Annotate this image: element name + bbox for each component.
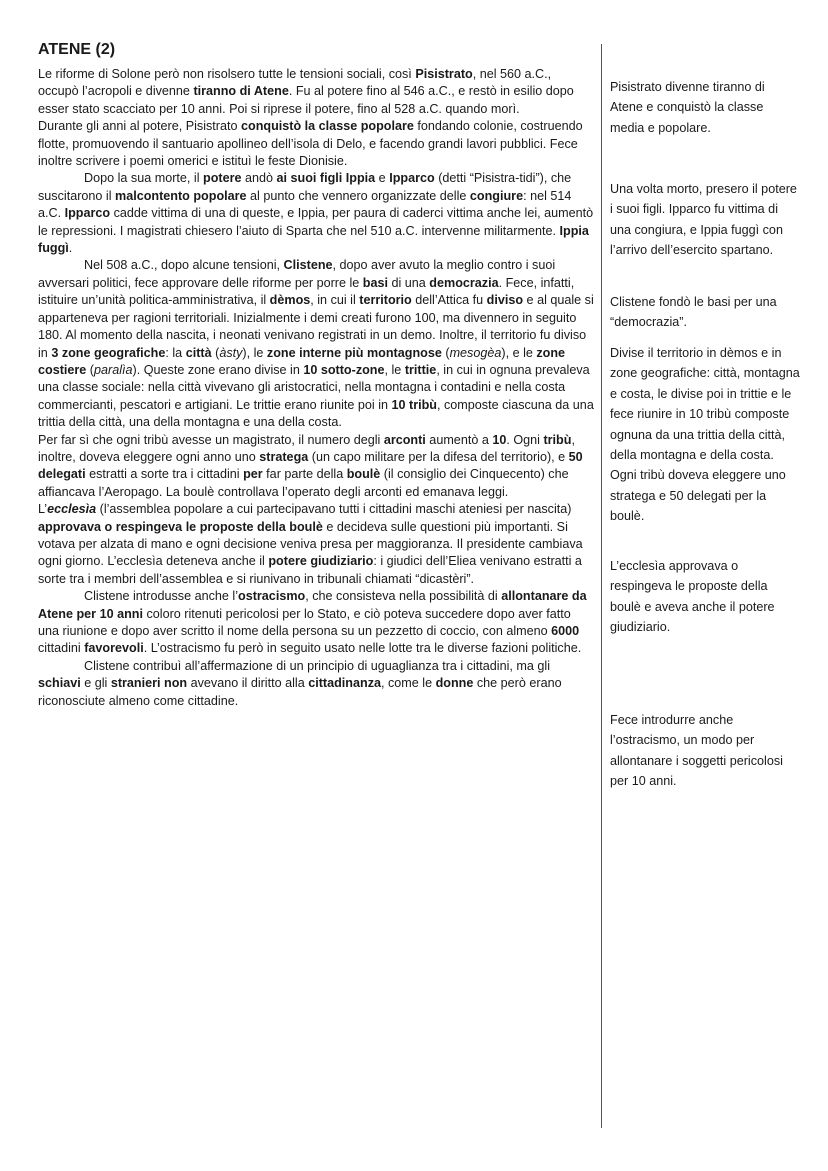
text-run: arconti — [383, 432, 426, 447]
text-run: : i giudici dell’Eliea venivano estratti a sorte tra i membri dell’assemblea e si riunivano in tribunali chiamati “dicastèri”. — [38, 554, 582, 586]
text-run: 50 delegati — [38, 449, 583, 482]
text-run: e al quale si apparteneva per ragioni territoriali. Inizialmente i demi creati furono 100, ma divennero in seguito 180. Al momento della nascita, i neonati venivano registrati in un demo. Inoltre, il territorio fu diviso in — [38, 293, 594, 360]
text-run: e decideva sulle questioni più importanti. Si votava per alzata di mano e ogni decisione veniva presa per maggioranza. Il presidente cambiava ogni giorno. L’ecclesìa deteneva anche il — [38, 519, 583, 569]
main-text — [38, 66, 594, 710]
text-run: mesogèa — [449, 345, 502, 360]
text-run: ostracismo — [238, 589, 306, 604]
text-run: (l’assemblea popolare a cui partecipavano tutti i cittadini maschi ateniesi per nascita) — [96, 502, 572, 517]
text-run: , in cui in ognuna prevaleva una classe sociale: nella città vivevano gli aristocratici, nella montagna i contadini e nella costa commercianti, pescatori e artigiani. Le trittie erano riunite poi in — [38, 362, 590, 412]
text-run: al punto che vennero organizzate delle — [246, 188, 470, 203]
text-run: potere giudiziario — [268, 554, 374, 569]
text-run: dèmos — [269, 293, 311, 308]
text-run: coloro ritenuti pericolosi per lo Stato, e ciò poteva succedere dopo aver fatto una riunione e dopo aver scritto il nome della persona su un pezzetto di coccio, con almeno — [38, 606, 571, 638]
text-run: diviso — [486, 293, 524, 308]
text-run: ( — [441, 345, 450, 360]
text-run: donne — [435, 676, 474, 691]
text-run: tiranno di Atene — [193, 84, 289, 99]
margin-note-3: Clistene fondò le basi per una “democrazia”. — [610, 295, 777, 330]
text-run: Ipparco — [64, 206, 111, 221]
text-run: Dopo la sua morte, il — [84, 171, 203, 186]
text-run: Ipparco — [389, 171, 435, 186]
paragraph-2 — [38, 118, 594, 170]
text-run: , nel 560 a.C., occupò l’acropoli e divenne — [38, 67, 552, 99]
text-run: e gli — [80, 676, 111, 691]
text-run: cittadinanza — [308, 676, 381, 691]
paragraph-8 — [38, 658, 594, 710]
text-run: Durante gli anni al potere, Pisistrato — [38, 119, 242, 134]
text-run: stratega — [259, 449, 309, 464]
text-run: . — [68, 241, 73, 256]
paragraph-4 — [38, 257, 594, 431]
text-run: . Fu al potere fino al 546 a.C., e restò in esilio dopo esser stato scacciato per 10 anni. Poi si riprese il potere, fino al 528 a.C. quando morì. — [38, 84, 574, 116]
text-run: per — [243, 467, 263, 482]
text-run: (detti “Pisistra-tidi”), che suscitarono il — [38, 171, 572, 203]
text-run: trittie — [404, 362, 437, 377]
text-run: approvava o respingeva le proposte della boulè — [38, 519, 323, 534]
text-run: città — [185, 345, 212, 360]
paragraph-6 — [38, 501, 594, 588]
text-run: estratti a sorte tra i cittadini — [85, 467, 244, 482]
paragraph-1 — [38, 66, 594, 118]
margin-note-6: Fece introdurre anche l’ostracismo, un modo per allontanare i soggetti pericolosi per 10 anni. — [610, 713, 783, 789]
text-run: potere — [203, 171, 242, 186]
text-run: (un capo militare per la difesa del territorio), e — [308, 449, 569, 464]
paragraph-7 — [38, 588, 594, 658]
text-run: far parte della — [262, 467, 347, 482]
text-run: che però erano riconosciute almeno come cittadine. — [38, 676, 562, 708]
text-run: di una — [387, 275, 430, 290]
text-run: favorevoli — [84, 641, 144, 656]
margin-divider — [601, 44, 602, 1128]
paragraph-3 — [38, 170, 594, 257]
text-run: 10 — [492, 432, 507, 447]
text-run: tribù — [543, 432, 572, 447]
text-run: , in cui il — [310, 293, 360, 308]
text-run: zone costiere — [38, 345, 566, 377]
text-run: 6000 — [551, 624, 580, 638]
text-run: , come le — [381, 676, 436, 691]
text-run: ai suoi figli Ippia — [276, 171, 376, 186]
text-run: conquistò la classe popolare — [241, 119, 414, 134]
text-run: Ippia fuggì — [38, 223, 589, 256]
text-run: congiure — [469, 188, 524, 203]
text-run: territorio — [359, 293, 412, 308]
text-run: ), le — [242, 345, 267, 360]
text-run: paralìa — [94, 362, 133, 377]
text-run: : nel 514 a.C. — [38, 188, 572, 221]
text-run: àsty — [219, 345, 243, 360]
text-run: , che consisteva nella possibilità di — [305, 589, 502, 604]
text-run: democrazia — [429, 275, 499, 290]
text-run: . Fece, infatti, istituire un’unità politica-amministrativa, il — [38, 275, 575, 308]
text-run: : la — [165, 345, 186, 360]
text-run: , inoltre, doveva eleggere ogni anno uno — [38, 432, 575, 464]
text-run: ecclesìa — [47, 502, 97, 517]
text-run: (il consiglio dei Cinquecento) che affiancava l’Aeropago. La boulè controllava l’operato degli arconti ed emanava leggi. — [38, 467, 569, 499]
text-run: ), e le — [501, 345, 537, 360]
text-run: cadde vittima di una di queste, e Ippia, per paura di caderci vittima anche lei, aumentò le repressioni. I magistrati chiesero l’aiuto di Sparta che nel 510 a.C. intervenne militarmente. — [38, 206, 594, 238]
margin-note-5: L’ecclesìa approvava o respingeva le proposte della boulè e aveva anche il potere giudiziario. — [610, 559, 775, 635]
text-run: Pisistrato — [415, 67, 473, 81]
text-run: . Ogni — [506, 432, 544, 447]
text-run: zone interne più montagnose — [266, 345, 442, 360]
text-run: 3 zone geografiche — [51, 345, 166, 360]
paragraph-5 — [38, 432, 594, 502]
text-run: malcontento popolare — [115, 188, 247, 203]
text-run: ). Queste zone erano divise in — [132, 362, 304, 377]
text-run: Nel 508 a.C., dopo alcune tensioni, — [84, 258, 284, 273]
text-run: . L’ostracismo fu però in seguito usato nelle lotte tra le diverse fazioni politiche. — [143, 641, 582, 656]
text-run: e — [375, 171, 390, 186]
margin-note-1: Pisistrato divenne tiranno di Atene e conquistò la classe media e popolare. — [610, 80, 765, 135]
text-run: , le — [384, 362, 405, 377]
text-run: stranieri non — [110, 676, 188, 691]
text-run: Clistene contribuì all’affermazione di un principio di uguaglianza tra i cittadini, ma gli — [84, 658, 550, 673]
text-run: aumentò a — [425, 432, 493, 447]
text-run: dell’Attica fu — [411, 293, 487, 308]
text-run: , composte ciascuna da una trittia della città, una della montagna e una della costa. — [38, 397, 594, 430]
text-run: ( — [86, 362, 95, 377]
text-run: boulè — [346, 467, 381, 482]
text-run: allontanare da Atene per 10 anni — [38, 589, 587, 621]
text-run: Clistene — [283, 258, 333, 273]
text-run: basi — [362, 275, 388, 290]
page-title: ATENE (2) — [38, 41, 116, 58]
text-run: Le riforme di Solone però non risolsero tutte le tensioni sociali, così — [38, 67, 416, 81]
text-run: 10 sotto-zone — [303, 362, 385, 377]
text-run: Clistene introdusse anche l’ — [84, 589, 239, 604]
text-run: 10 tribù — [391, 397, 437, 412]
text-run: , dopo aver avuto la meglio contro i suoi avversari politici, fece approvare delle riforme per porre le — [38, 258, 556, 290]
text-run: L’ — [38, 502, 48, 517]
margin-note-4: Divise il territorio in dèmos e in zone geografiche: città, montagna e costa, le divise poi in trittie e le fece riunire in 10 tribù composte ognuna da una trittia della città, della montagna e della costa. Ogni tribù doveva eleggere uno stratega e 50 delegati per la boulè. — [610, 346, 800, 524]
margin-note-2: Una volta morto, presero il potere i suoi figli. Ipparco fu vittima di una congiura, e Ippia fuggì con l’arrivo dell’esercito spartano. — [610, 182, 797, 258]
text-run: andò — [241, 171, 277, 186]
text-run: schiavi — [38, 676, 81, 691]
text-run: ( — [211, 345, 220, 360]
text-run: fondando colonie, costruendo flotte, promuovendo il santuario apollineo dell’isola di Delo, e facendo grandi lavori pubblici. Fece inoltre scrivere i poemi omerici e istituì le feste Dionisie. — [38, 119, 583, 169]
text-run: cittadini — [38, 641, 85, 656]
text-run: avevano il diritto alla — [187, 676, 309, 691]
text-run: Per far sì che ogni tribù avesse un magistrato, il numero degli — [38, 432, 384, 447]
